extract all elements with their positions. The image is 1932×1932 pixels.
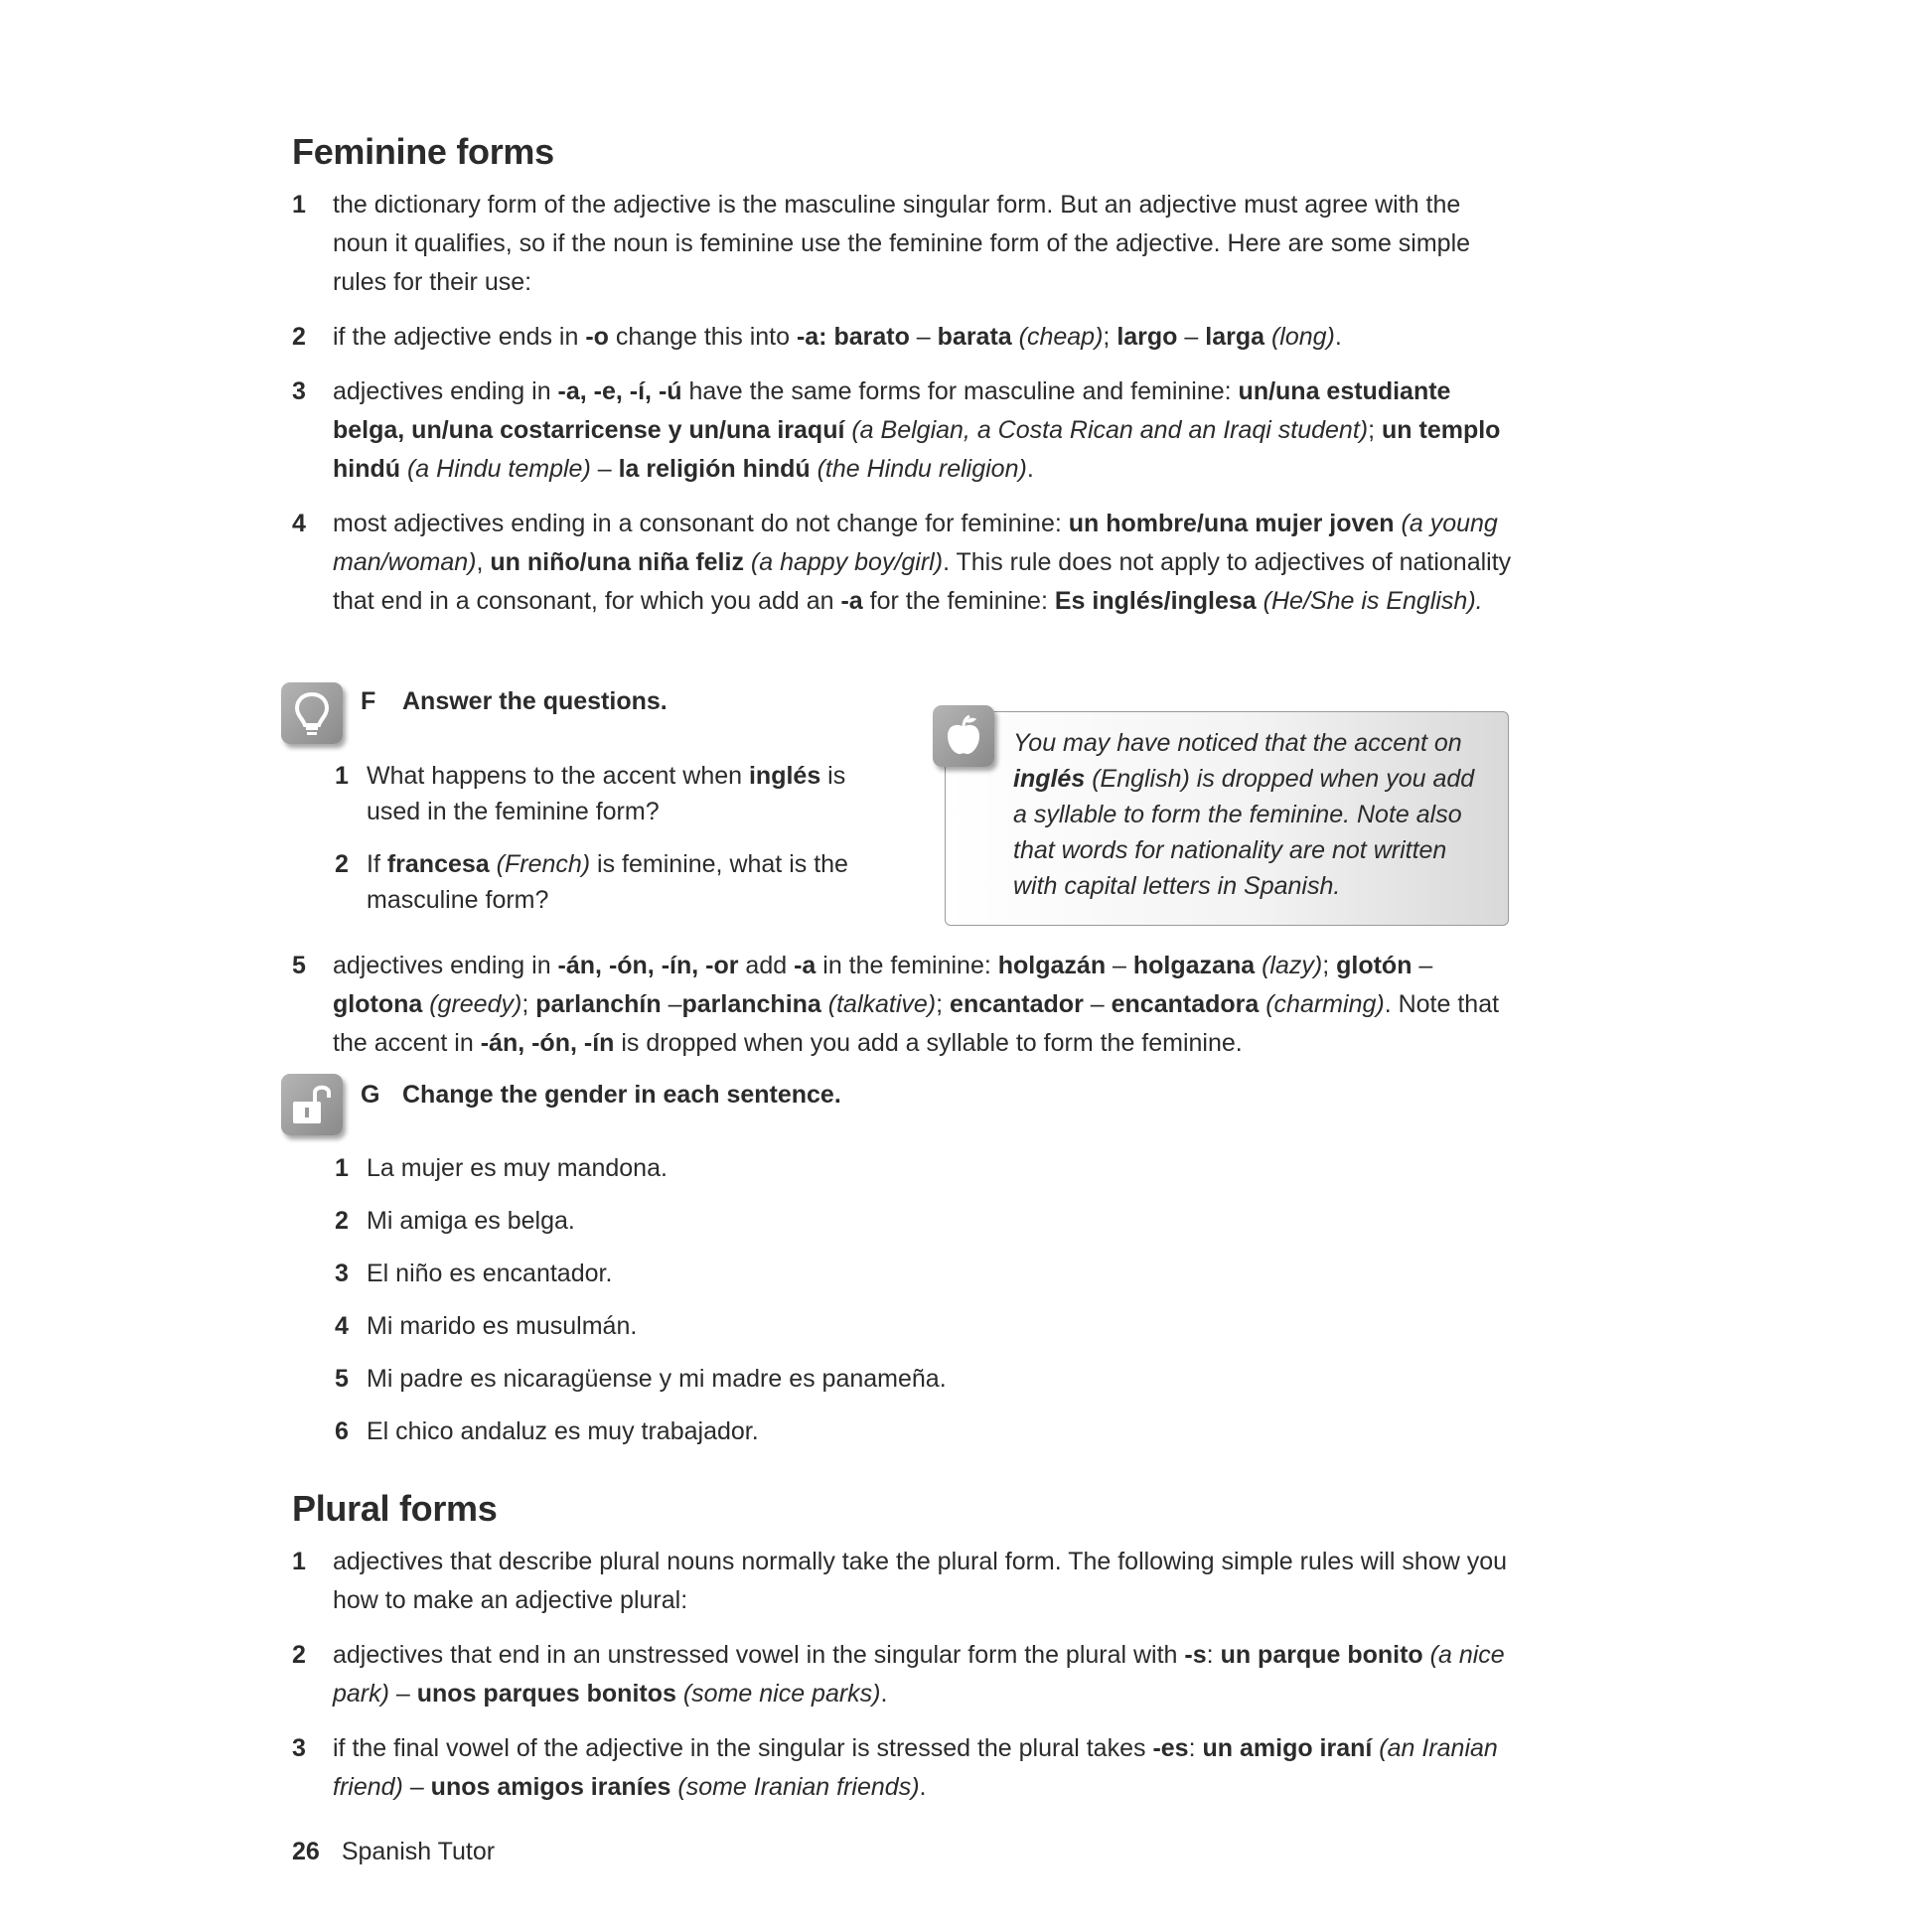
- italic-gloss: (a young man/woman): [333, 510, 1498, 576]
- list-item: [292, 947, 1514, 1063]
- item-number: 4: [335, 1312, 349, 1340]
- bold-term: un hombre/una mujer joven: [1068, 510, 1395, 537]
- text-run: :: [1206, 1641, 1221, 1669]
- list-item: [335, 1361, 1229, 1397]
- item-number: 5: [292, 952, 306, 979]
- list-item: [335, 758, 891, 829]
- bold-term: encantadora: [1111, 990, 1260, 1018]
- item-number: 2: [292, 323, 306, 351]
- bold-term: unos parques bonitos: [416, 1680, 676, 1708]
- padlock-open-icon: [281, 1074, 343, 1135]
- text-run: for the feminine:: [862, 587, 1055, 615]
- italic-gloss: You may have noticed that the accent on: [1013, 729, 1462, 757]
- list-item: [335, 1203, 1229, 1239]
- list-item: [335, 1308, 1229, 1344]
- list-item: [335, 846, 891, 918]
- item-number: 2: [335, 1207, 349, 1235]
- bold-term: inglés: [748, 762, 821, 790]
- bold-term: parlanchín: [535, 990, 662, 1018]
- text-run: –: [661, 990, 682, 1018]
- bold-term: inglés: [1013, 765, 1086, 793]
- bold-term: -án, -ón, -ín: [480, 1029, 615, 1057]
- text-run: ;: [1368, 416, 1383, 444]
- text-run: . This rule does not apply to adjectives of nationality that end in a consonant, for which you add an: [333, 548, 1512, 615]
- text-run: change this into: [608, 323, 797, 351]
- list-item: [335, 1150, 1229, 1186]
- bold-term: -án, -ón, -ín, -or: [557, 952, 739, 979]
- text-run: ;: [521, 990, 536, 1018]
- text-run: in the feminine:: [816, 952, 998, 979]
- bold-term: unos amigos iraníes: [430, 1773, 671, 1801]
- text-run: –: [1177, 323, 1206, 351]
- list-item: [292, 1729, 1514, 1807]
- item-number: 5: [335, 1365, 349, 1393]
- bold-term: -a: [794, 952, 817, 979]
- item-text: La mujer es muy mandona.: [367, 1154, 668, 1182]
- text-run: adjectives ending in: [333, 377, 558, 405]
- bold-term: barata: [937, 323, 1012, 351]
- item-number: 2: [292, 1641, 306, 1669]
- text-run: adjectives that describe plural nouns normally take the plural form. The following simple rules will show you how to make an adjective plural:: [333, 1548, 1508, 1614]
- text-run: –: [402, 1773, 431, 1801]
- list-item: [292, 318, 1514, 357]
- text-run: –: [1106, 952, 1133, 979]
- item-number: 1: [292, 191, 306, 219]
- item-number: 3: [292, 1734, 306, 1762]
- bold-term: un niño/una niña feliz: [490, 548, 744, 576]
- item-number: 1: [292, 1548, 306, 1575]
- item-number: 6: [335, 1417, 349, 1445]
- apple-icon: [933, 705, 994, 767]
- feminine-rules-list-continued: [292, 947, 1514, 1079]
- text-run: ;: [1103, 323, 1117, 351]
- italic-gloss: (greedy): [422, 990, 522, 1018]
- item-number: 3: [292, 377, 306, 405]
- italic-gloss: (French): [489, 850, 591, 878]
- bold-term: francesa: [386, 850, 490, 878]
- page-footer: [292, 1838, 495, 1866]
- bold-term: Es inglés/inglesa: [1054, 587, 1257, 615]
- bold-term: un/una estudiante belga, un/una costarricense y un/una iraquí: [333, 377, 1451, 444]
- list-item: [335, 1256, 1229, 1291]
- text-run: .: [880, 1680, 888, 1708]
- bold-term: encantador: [950, 990, 1084, 1018]
- italic-gloss: (long): [1264, 323, 1335, 351]
- text-run: most adjectives ending in a consonant do not change for feminine:: [333, 510, 1069, 537]
- item-number: 3: [335, 1260, 349, 1287]
- text-run: .: [1026, 455, 1034, 483]
- bold-term: -s: [1184, 1641, 1207, 1669]
- italic-gloss: (talkative): [820, 990, 937, 1018]
- text-run: is used in the feminine form?: [367, 762, 846, 825]
- list-item: [292, 505, 1514, 621]
- list-item: [292, 1543, 1514, 1620]
- item-number: 4: [292, 510, 306, 537]
- list-item: [292, 186, 1514, 302]
- bold-term: parlanchina: [681, 990, 821, 1018]
- text-run: ,: [476, 548, 491, 576]
- exercise-f-letter: F: [361, 687, 376, 715]
- text-run: –: [1083, 990, 1112, 1018]
- item-text: Mi padre es nicaragüense y mi madre es panameña.: [367, 1365, 947, 1393]
- text-run: :: [1188, 1734, 1203, 1762]
- text-run: ;: [936, 990, 951, 1018]
- bold-term: -es: [1152, 1734, 1189, 1762]
- bold-term: un templo hindú: [333, 416, 1501, 483]
- plural-rules-list: [292, 1543, 1514, 1823]
- italic-gloss: (He/She is English).: [1256, 587, 1483, 615]
- text-run: –: [590, 455, 619, 483]
- text-run: add: [738, 952, 795, 979]
- exercise-f-instruction: Answer the questions.: [402, 687, 668, 715]
- section-title-plural: Plural forms: [292, 1488, 498, 1529]
- section-title-feminine: Feminine forms: [292, 131, 554, 172]
- tip-text: [1013, 725, 1480, 904]
- bold-term: glotón: [1336, 952, 1412, 979]
- bold-term: -a: [840, 587, 863, 615]
- text-run: .: [1334, 323, 1342, 351]
- list-item: [292, 372, 1514, 489]
- exercise-g-letter: G: [361, 1081, 380, 1109]
- text-run: What happens to the accent when: [367, 762, 749, 790]
- bold-term: holgazana: [1132, 952, 1256, 979]
- text-run: –: [388, 1680, 417, 1708]
- italic-gloss: (English) is dropped when you add a syllable to form the feminine. Note also that words for nationality are not written with capital letters in Spanish.: [1013, 765, 1475, 900]
- text-run: have the same forms for masculine and feminine:: [681, 377, 1239, 405]
- item-number: 2: [335, 850, 349, 878]
- text-run: is dropped when you add a syllable to form the feminine.: [614, 1029, 1243, 1057]
- text-run: –: [1412, 952, 1433, 979]
- bold-term: la religión hindú: [618, 455, 811, 483]
- italic-gloss: (an Iranian friend): [333, 1734, 1498, 1801]
- exercise-g-instruction: Change the gender in each sentence.: [402, 1081, 841, 1109]
- bold-term: largo: [1116, 323, 1178, 351]
- bold-term: -o: [585, 323, 609, 351]
- exercise-g-sentences: [335, 1150, 1229, 1466]
- italic-gloss: (charming): [1259, 990, 1385, 1018]
- bold-term: un parque bonito: [1220, 1641, 1423, 1669]
- item-text: El niño es encantador.: [367, 1260, 613, 1287]
- page-number: 26: [292, 1838, 320, 1865]
- list-item: [335, 1413, 1229, 1449]
- italic-gloss: (a nice park): [333, 1641, 1505, 1708]
- text-run: adjectives ending in: [333, 952, 558, 979]
- book-title: Spanish Tutor: [341, 1838, 496, 1865]
- italic-gloss: (lazy): [1255, 952, 1323, 979]
- text-run: adjectives that end in an unstressed vowel in the singular form the plural with: [333, 1641, 1185, 1669]
- text-run: .: [919, 1773, 927, 1801]
- text-run: if the final vowel of the adjective in the singular is stressed the plural takes: [333, 1734, 1153, 1762]
- italic-gloss: (a happy boy/girl): [743, 548, 944, 576]
- item-text: El chico andaluz es muy trabajador.: [367, 1417, 759, 1445]
- text-run: the dictionary form of the adjective is the masculine singular form. But an adjective must agree with the noun it qualifies, so if the noun is feminine use the feminine form of the adjective. Here are some simple rules for their use:: [333, 191, 1471, 296]
- bold-term: -a: barato: [796, 323, 910, 351]
- item-number: 1: [335, 1154, 349, 1182]
- bold-term: glotona: [333, 990, 423, 1018]
- italic-gloss: (some nice parks): [675, 1680, 881, 1708]
- italic-gloss: (a Belgian, a Costa Rican and an Iraqi student): [844, 416, 1369, 444]
- item-text: Mi amiga es belga.: [367, 1207, 575, 1235]
- text-run: if the adjective ends in: [333, 323, 586, 351]
- bold-term: un amigo iraní: [1202, 1734, 1373, 1762]
- list-item: [292, 1636, 1514, 1713]
- text-run: ;: [1322, 952, 1337, 979]
- exercise-g-heading: [361, 1078, 841, 1112]
- text-run: If: [367, 850, 387, 878]
- italic-gloss: (cheap): [1011, 323, 1104, 351]
- text-run: is feminine, what is the masculine form?: [367, 850, 848, 914]
- italic-gloss: (a Hindu temple): [400, 455, 591, 483]
- italic-gloss: (some Iranian friends): [670, 1773, 920, 1801]
- text-run: . Note that the accent in: [333, 990, 1500, 1057]
- exercise-f-heading: [361, 684, 668, 718]
- feminine-rules-list: [292, 186, 1514, 637]
- italic-gloss: (the Hindu religion): [810, 455, 1027, 483]
- lightbulb-icon: [281, 682, 343, 744]
- bold-term: holgazán: [997, 952, 1107, 979]
- item-number: 1: [335, 762, 349, 790]
- text-run: –: [909, 323, 938, 351]
- bold-term: larga: [1205, 323, 1265, 351]
- item-text: Mi marido es musulmán.: [367, 1312, 638, 1340]
- bold-term: -a, -e, -í, -ú: [557, 377, 682, 405]
- exercise-f-questions: [335, 758, 891, 935]
